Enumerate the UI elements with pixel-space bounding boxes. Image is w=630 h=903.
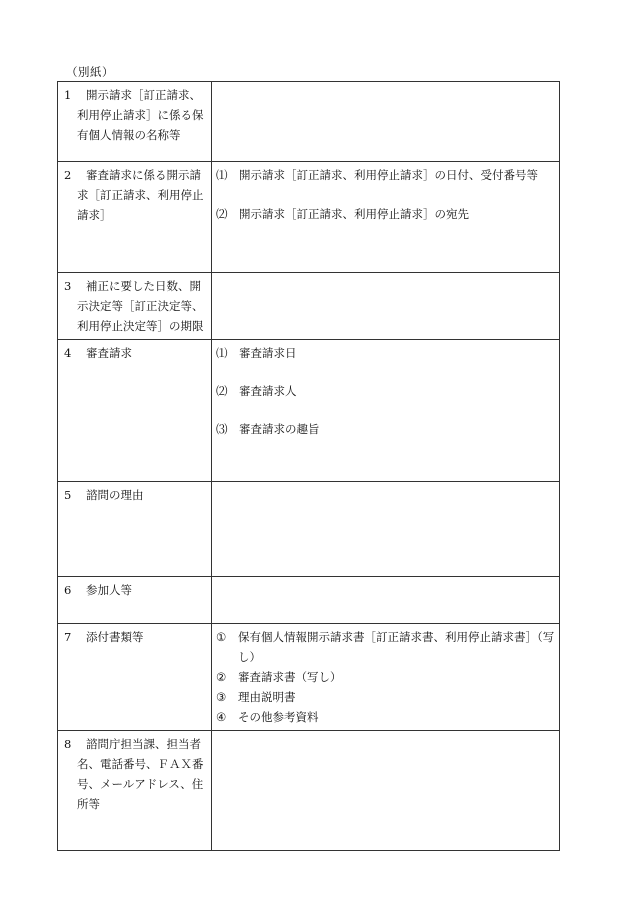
list-item — [216, 204, 555, 224]
consultation-form-table — [57, 81, 560, 851]
table-row — [58, 624, 560, 731]
row-label — [64, 343, 207, 363]
item-marker: ② — [216, 670, 227, 684]
list-item — [216, 165, 555, 185]
row-number: 6 — [64, 583, 72, 597]
item-marker: ① — [216, 630, 227, 644]
item-marker: ⑴ — [216, 346, 228, 360]
row-label — [64, 276, 207, 336]
row-number: 1 — [64, 88, 72, 102]
row-label-cell — [58, 162, 212, 273]
table-row — [58, 731, 560, 851]
row-label-text: 諮問の理由 — [86, 488, 144, 502]
row-label-cell — [58, 731, 212, 851]
row-number: 4 — [64, 346, 72, 360]
row-label-cell — [58, 273, 212, 340]
item-text: 開示請求［訂正請求、利用停止請求］の日付、受付番号等 — [239, 168, 538, 182]
row-number: 7 — [64, 630, 72, 644]
row-number: 3 — [64, 279, 72, 293]
list-item — [216, 627, 555, 667]
row-label — [64, 734, 207, 814]
list-item — [216, 687, 555, 707]
row-content-cell — [212, 162, 560, 273]
item-marker: ⑵ — [216, 384, 228, 398]
row-label-text: 参加人等 — [86, 583, 132, 597]
row-label — [64, 485, 207, 505]
row-label-text: 審査請求に係る開示請求［訂正請求、利用停止請求］ — [77, 168, 204, 222]
table-row — [58, 82, 560, 162]
row-label-text: 諮問庁担当課、担当者名、電話番号、ＦＡＸ番号、メールアドレス、住所等 — [77, 737, 204, 811]
row-content-cell — [212, 482, 560, 577]
row-label-cell — [58, 624, 212, 731]
item-marker: ⑴ — [216, 168, 228, 182]
row-label-text: 添付書類等 — [86, 630, 144, 644]
item-text: 審査請求日 — [239, 346, 297, 360]
item-marker: ④ — [216, 710, 227, 724]
item-text: 審査請求の趣旨 — [239, 422, 320, 436]
item-marker: ③ — [216, 690, 227, 704]
row-label — [64, 85, 207, 145]
row-content-cell — [212, 273, 560, 340]
row-number: 2 — [64, 168, 72, 182]
row-content-cell — [212, 624, 560, 731]
row-number: 8 — [64, 737, 72, 751]
list-item — [216, 667, 555, 687]
row-number: 5 — [64, 488, 72, 502]
item-text: 開示請求［訂正請求、利用停止請求］の宛先 — [239, 207, 469, 221]
row-content-cell — [212, 82, 560, 162]
item-marker: ⑵ — [216, 207, 228, 221]
row-label-cell — [58, 340, 212, 482]
row-label — [64, 580, 207, 600]
table-row — [58, 340, 560, 482]
row-label-text: 開示請求［訂正請求、利用停止請求］に係る保有個人情報の名称等 — [77, 88, 204, 142]
table-row — [58, 482, 560, 577]
list-item — [216, 419, 555, 439]
row-label-text: 審査請求 — [86, 346, 132, 360]
table-row — [58, 273, 560, 340]
item-text: その他参考資料 — [238, 710, 319, 724]
row-label-cell — [58, 577, 212, 624]
table-row — [58, 162, 560, 273]
item-text: 保有個人情報開示請求書［訂正請求書、利用停止請求書］（写し） — [238, 630, 555, 664]
document-caption: （別紙） — [66, 65, 114, 79]
item-text: 審査請求書（写し） — [238, 670, 342, 684]
list-item — [216, 707, 555, 727]
table-row — [58, 577, 560, 624]
row-content-cell — [212, 731, 560, 851]
item-text: 審査請求人 — [239, 384, 297, 398]
item-marker: ⑶ — [216, 422, 228, 436]
item-text: 理由説明書 — [238, 690, 296, 704]
row-label-cell — [58, 482, 212, 577]
list-item — [216, 343, 555, 363]
row-label-text: 補正に要した日数、開示決定等［訂正決定等、利用停止決定等］の期限 — [77, 279, 204, 333]
list-item — [216, 381, 555, 401]
row-content-cell — [212, 577, 560, 624]
row-label — [64, 627, 207, 647]
row-label — [64, 165, 207, 225]
row-label-cell — [58, 82, 212, 162]
row-content-cell — [212, 340, 560, 482]
